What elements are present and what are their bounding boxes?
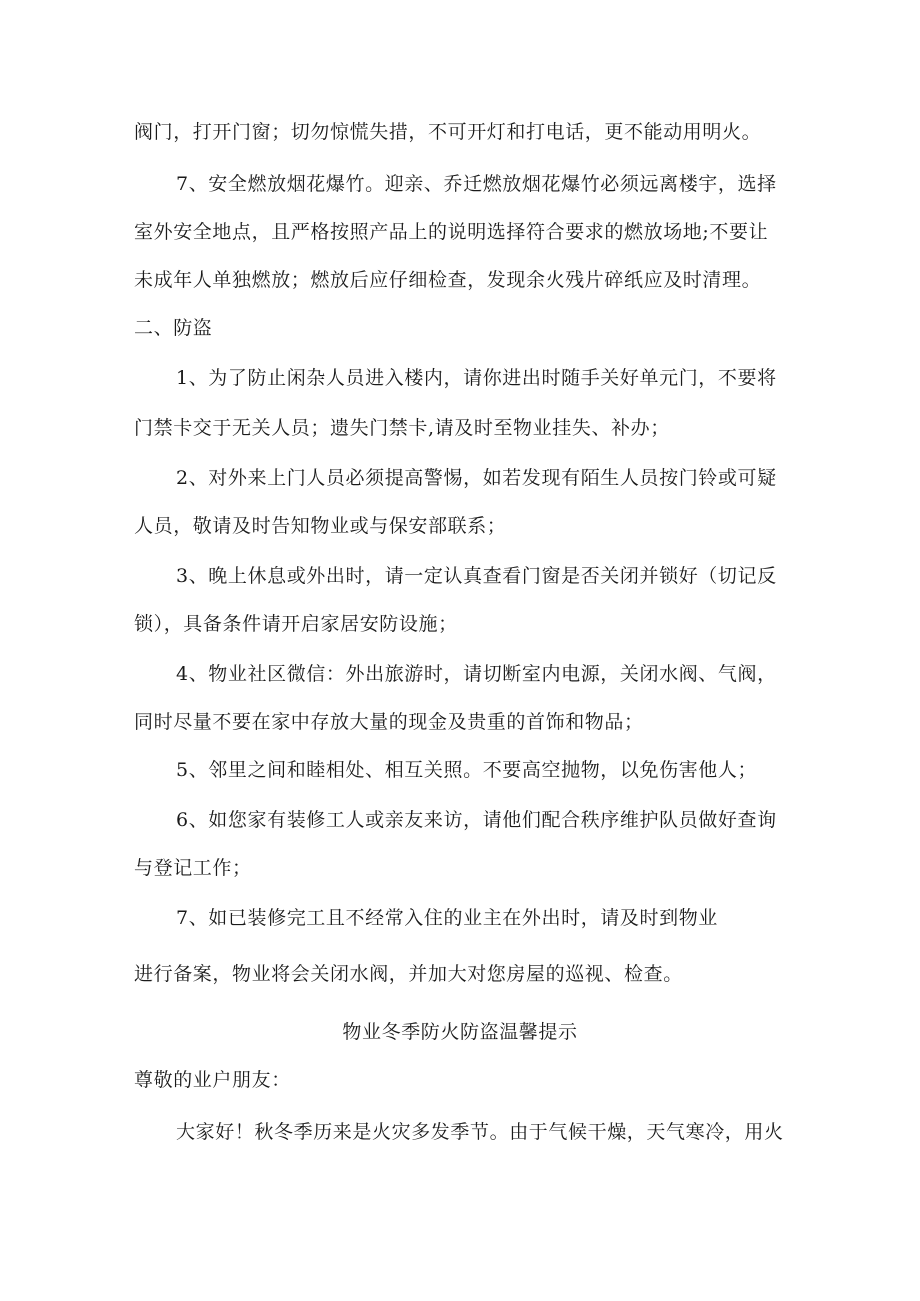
text-line-8: 2、对外来上门人员必须提高警惕，如若发现有陌生人员按门铃或可疑 — [176, 467, 777, 489]
notice-title: 物业冬季防火防盗温馨提示 — [342, 1021, 578, 1043]
text-line-4: 未成年人单独燃放；燃放后应仔细检查，发现余火残片碎纸应及时清理。 — [134, 269, 762, 291]
opening-line: 大家好！秋冬季历来是火灾多发季节。由于气候干燥，天气寒冷，用火 — [176, 1121, 784, 1143]
text-line-2: 7、安全燃放烟花爆竹。迎亲、乔迁燃放烟花爆竹必须远离楼宇，选择 — [176, 173, 777, 195]
text-line-16: 与登记工作； — [134, 857, 252, 879]
salutation: 尊敬的业户朋友： — [134, 1069, 291, 1091]
text-line-1: 阀门，打开门窗；切勿惊慌失措，不可开灯和打电话，更不能动用明火。 — [134, 121, 762, 143]
text-line-14: 5、邻里之间和睦相处、相互关照。不要高空抛物，以免伤害他人； — [176, 759, 758, 781]
text-line-17: 7、如已装修完工且不经常入住的业主在外出时，请及时到物业 — [176, 907, 718, 929]
text-line-3: 室外安全地点，且严格按照产品上的说明选择符合要求的燃放场地;不要让 — [134, 221, 769, 243]
text-line-9: 人员，敬请及时告知物业或与保安部联系； — [134, 515, 507, 537]
text-line-12: 4、物业社区微信：外出旅游时，请切断室内电源，关闭水阀、气阀， — [176, 663, 777, 685]
text-line-18: 进行备案，物业将会关闭水阀，并加大对您房屋的巡视、检查。 — [134, 963, 683, 985]
text-line-15: 6、如您家有装修工人或亲友来访，请他们配合秩序维护队员做好查询 — [176, 809, 777, 831]
text-line-13: 同时尽量不要在家中存放大量的现金及贵重的首饰和物品； — [134, 711, 644, 733]
text-line-10: 3、晚上休息或外出时，请一定认真查看门窗是否关闭并锁好（切记反 — [176, 565, 777, 587]
section-heading-anti-theft: 二、防盗 — [134, 317, 213, 339]
text-line-6: 1、为了防止闲杂人员进入楼内，请你进出时随手关好单元门，不要将 — [176, 367, 777, 389]
text-line-11: 锁），具备条件请开启家居安防设施； — [134, 613, 458, 635]
text-line-7: 门禁卡交于无关人员；遗失门禁卡,请及时至物业挂失、补办； — [134, 417, 670, 439]
